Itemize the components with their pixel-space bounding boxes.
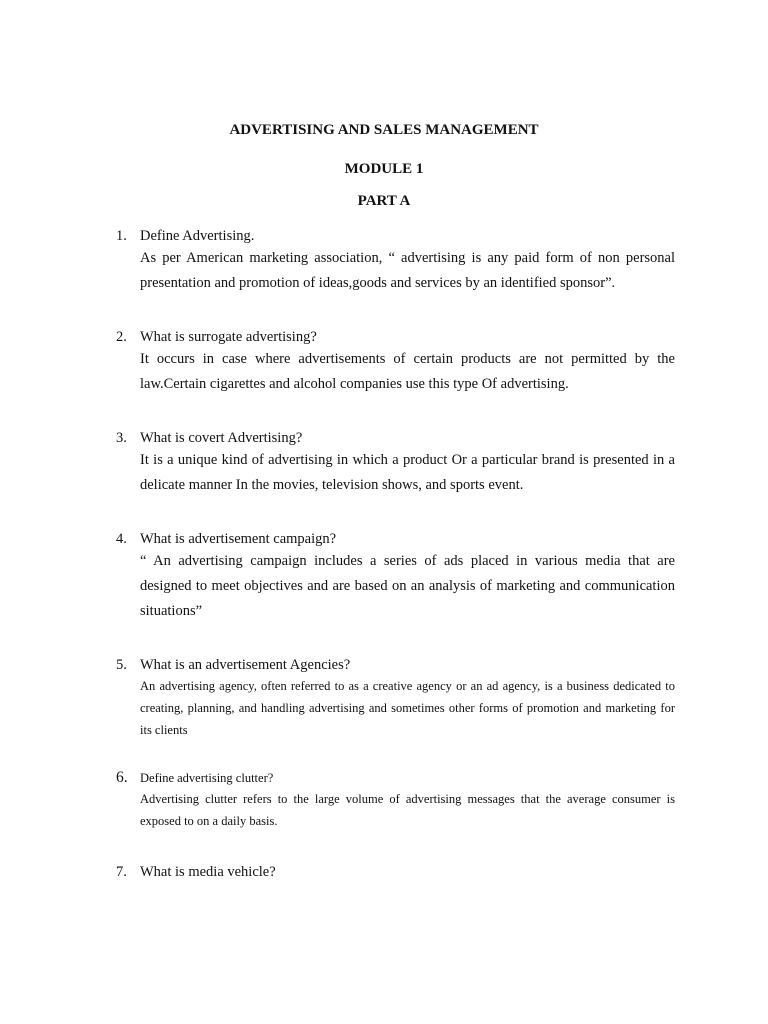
answer-text: It occurs in case where advertisements of certain products are not permitted by the law.Certain cigarettes and alcohol companies use this type Of advertising. (140, 351, 675, 392)
question-item (116, 529, 676, 624)
question-text: What is advertisement campaign? (140, 531, 337, 547)
question-number: 6. (116, 769, 128, 786)
question-item (116, 327, 676, 397)
question-text: Define advertising clutter? (140, 771, 274, 785)
answer-text: An advertising agency, often referred to as a creative agency or an ad agency, is a business dedicated to creating, planning, and handling advertising and sometimes other forms of promotion and marketing for its clients (140, 679, 675, 737)
question-number: 4. (116, 531, 127, 547)
question-item (116, 768, 676, 832)
part-heading: PART A (357, 193, 411, 209)
question-number: 5. (116, 657, 127, 673)
question-item (116, 655, 676, 741)
answer-text: As per American marketing association, “ advertising is any paid form of non personal presentation and promotion of ideas,goods and services by an identified sponsor”. (140, 250, 675, 291)
document-title: ADVERTISING AND SALES MANAGEMENT (229, 122, 539, 138)
question-text: What is an advertisement Agencies? (140, 657, 351, 673)
question-number: 2. (116, 329, 127, 345)
question-text: Define Advertising. (140, 228, 255, 244)
question-number: 1. (116, 228, 127, 244)
question-number: 7. (116, 864, 127, 880)
question-item (116, 428, 676, 498)
question-text: What is media vehicle? (140, 864, 276, 880)
question-text: What is covert Advertising? (140, 430, 303, 446)
answer-text: It is a unique kind of advertising in which a product Or a particular brand is presented in a delicate manner In the movies, television shows, and sports event. (140, 452, 675, 493)
question-item (116, 226, 676, 296)
module-heading: MODULE 1 (344, 161, 424, 177)
answer-text: Advertising clutter refers to the large volume of advertising messages that the average consumer is exposed to on a daily basis. (140, 792, 675, 828)
question-item (116, 862, 676, 882)
question-text: What is surrogate advertising? (140, 329, 317, 345)
answer-text: “ An advertising campaign includes a series of ads placed in various media that are designed to meet objectives and are based on an analysis of marketing and communication situations” (140, 553, 675, 619)
question-number: 3. (116, 430, 127, 446)
